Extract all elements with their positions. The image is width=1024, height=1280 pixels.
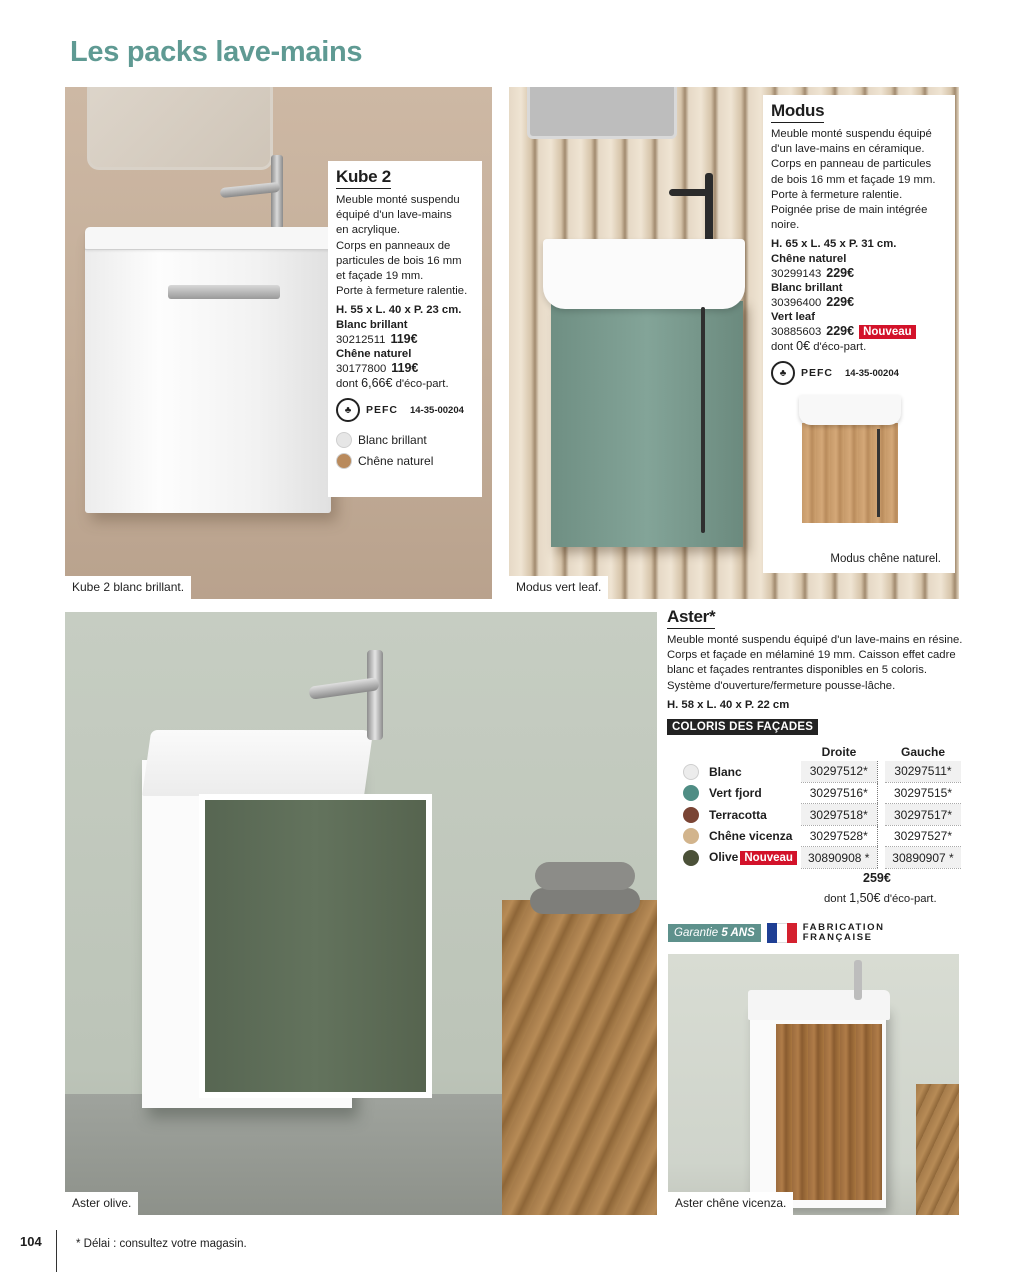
modus-title: Modus	[771, 101, 824, 123]
ref-gauche: 30890907 *	[885, 847, 961, 869]
kube-info	[328, 161, 482, 497]
aster-description	[667, 633, 967, 694]
modus-oak-cabinet-illustration	[799, 395, 901, 525]
cabinet-body	[802, 423, 898, 523]
modus-desc-line: Porte à fermeture ralentie.	[771, 188, 903, 201]
kube-dimensions: H. 55 x L. 40 x P. 23 cm.	[336, 304, 462, 317]
kube-title: Kube 2	[336, 167, 391, 189]
fabrication-line: FABRICATION	[802, 922, 885, 933]
new-badge: Nouveau	[740, 851, 797, 865]
modus-variant-label: Chêne naturel	[771, 253, 847, 266]
aster-desc-line: blanc et façades rentrantes disponibles en 5 coloris.	[667, 664, 927, 677]
modus-description	[771, 127, 947, 233]
kube-variant-label: Blanc brillant	[336, 319, 408, 332]
ref-droite: 30297516*	[801, 782, 877, 804]
aster-chene-caption: Aster chêne vicenza.	[668, 1192, 793, 1215]
guarantee-box	[668, 924, 761, 942]
modus-caption: Modus vert leaf.	[509, 576, 608, 599]
ref-droite: 30297512*	[801, 761, 877, 783]
kube-ref: 30177800	[336, 363, 387, 376]
pefc-badge	[771, 361, 947, 385]
ref-gauche: 30297527*	[885, 825, 961, 847]
pefc-code: 14-35-00204	[410, 404, 464, 416]
color-name-cell	[705, 847, 801, 869]
swatch-label: Blanc brillant	[358, 433, 427, 448]
faucet-illustration	[705, 173, 713, 243]
ref-droite: 30297518*	[801, 804, 877, 826]
modus-info	[763, 95, 955, 573]
aster-dimensions: H. 58 x L. 40 x P. 22 cm	[667, 698, 790, 711]
kube-description	[336, 193, 474, 299]
modus-desc-line: Meuble monté suspendu équipé	[771, 128, 932, 140]
aster-photo	[65, 612, 657, 1215]
towel-illustration	[530, 888, 640, 914]
cabinet-illustration	[85, 233, 331, 513]
towel-illustration	[535, 862, 635, 890]
kube-caption: Kube 2 blanc brillant.	[65, 576, 191, 599]
footnote: * Délai : consultez votre magasin.	[76, 1238, 247, 1250]
aster-color-table	[679, 743, 961, 869]
modus-small-caption: Modus chêne naturel.	[830, 553, 941, 565]
eco-prefix: dont	[336, 378, 358, 391]
kube-desc-line: Meuble monté suspendu	[336, 194, 460, 206]
guarantee-prefix: Garantie	[674, 927, 719, 939]
new-badge: Nouveau	[859, 325, 916, 339]
swatch-vert-fjord-icon	[683, 785, 699, 801]
swatch-terracotta-icon	[683, 807, 699, 823]
aster-price: 259€	[863, 870, 891, 885]
eco-amount: 1,50€	[849, 890, 881, 905]
kube-price: 119€	[391, 361, 419, 376]
pefc-code: 14-35-00204	[845, 367, 899, 379]
fabrication-francaise	[803, 923, 885, 943]
modus-variant-ref-row	[771, 324, 947, 339]
wood-block-illustration	[916, 1084, 959, 1215]
col-droite-header: Droite	[821, 744, 857, 759]
pefc-badge	[336, 398, 474, 422]
ref-droite: 30297528*	[801, 825, 877, 847]
modus-price: 229€	[826, 324, 855, 339]
oak-door-illustration	[776, 1024, 882, 1200]
kube-desc-line: Porte à fermeture ralentie.	[336, 285, 468, 298]
eco-suffix: d'éco-part.	[395, 378, 449, 391]
color-name: Blanc	[709, 764, 742, 779]
pefc-icon: ♣	[771, 361, 795, 385]
color-name: Olive	[709, 850, 739, 865]
cabinet-groove	[701, 307, 705, 533]
aster-desc-line: Meuble monté suspendu équipé d'un lave-mains en résine.	[667, 634, 963, 646]
swatch-label: Chêne naturel	[358, 454, 434, 469]
swatch-olive-icon	[683, 850, 699, 866]
kube-swatch-row	[336, 432, 474, 448]
modus-eco-part	[771, 339, 947, 355]
kube-desc-line: particules de bois 16 mm	[336, 254, 462, 267]
eco-suffix: d'éco-part.	[813, 341, 867, 354]
table-header-row	[679, 743, 961, 761]
faucet-illustration	[367, 650, 383, 740]
color-name: Vert fjord	[709, 786, 762, 801]
modus-desc-line: Corps en panneau de particules	[771, 158, 932, 171]
modus-variant-label: Vert leaf	[771, 311, 815, 324]
fabrication-line: FRANÇAISE	[802, 932, 873, 943]
pefc-label: PEFC	[801, 367, 834, 380]
swatch-white-icon	[336, 432, 352, 448]
kube-ref: 30212511	[336, 334, 386, 347]
kube-desc-line: Corps en panneaux de	[336, 239, 451, 252]
mirror-illustration	[527, 87, 677, 139]
modus-price: 229€	[826, 266, 855, 281]
page-number: 104	[20, 1234, 42, 1249]
ref-droite: 30890908 *	[801, 847, 877, 869]
modus-photo	[509, 87, 959, 599]
modus-desc-line: Poignée prise de main intégrée noire.	[771, 204, 928, 232]
kube-price: 119€	[390, 332, 418, 347]
olive-door-illustration	[205, 800, 426, 1092]
modus-ref: 30885603	[771, 326, 822, 339]
wood-block-illustration	[502, 900, 657, 1215]
kube-eco-part	[336, 376, 474, 392]
table-row	[679, 761, 961, 783]
modus-ref: 30299143	[771, 268, 822, 281]
mirror-illustration	[87, 87, 273, 170]
modus-variant-ref-row	[771, 266, 947, 281]
coloris-heading: COLORIS DES FAÇADES	[667, 719, 818, 735]
table-row	[679, 804, 961, 826]
eco-prefix: dont	[771, 341, 793, 354]
faucet-illustration	[854, 960, 862, 1000]
kube-variant-ref-row	[336, 332, 474, 347]
table-row	[679, 782, 961, 804]
eco-suffix: d'éco-part.	[883, 892, 937, 905]
pefc-label: PEFC	[366, 404, 399, 417]
aster-title: Aster*	[667, 607, 715, 629]
eco-amount: 6,66€	[361, 376, 393, 391]
faucet-spout-illustration	[669, 189, 713, 196]
handle-illustration	[168, 285, 280, 299]
kube-photo	[65, 87, 492, 599]
table-row	[679, 847, 961, 869]
guarantee-value: 5 ANS	[721, 927, 755, 939]
basin-illustration	[85, 227, 337, 249]
modus-desc-line: d'un lave-mains en céramique.	[771, 143, 925, 156]
ref-gauche: 30297517*	[885, 804, 961, 826]
page-title: Les packs lave-mains	[70, 36, 363, 68]
kube-variant-ref-row	[336, 361, 474, 376]
modus-desc-line: de bois 16 mm et façade 19 mm.	[771, 173, 936, 186]
aster-eco-part	[824, 891, 937, 905]
aster-chene-photo	[668, 954, 959, 1215]
col-gauche-header: Gauche	[900, 744, 945, 759]
modus-dimensions: H. 65 x L. 45 x P. 31 cm.	[771, 238, 897, 251]
kube-swatch-row	[336, 453, 474, 469]
basin-illustration	[543, 239, 745, 309]
modus-ref: 30396400	[771, 297, 822, 310]
french-flag-icon	[767, 923, 797, 943]
kube-desc-line: et façade 19 mm.	[336, 270, 424, 283]
cabinet-divider	[85, 249, 331, 250]
swatch-blanc-icon	[683, 764, 699, 780]
modus-variant-ref-row	[771, 295, 947, 310]
aster-desc-line: Corps et façade en mélaminé 19 mm. Caisson effet cadre	[667, 649, 956, 662]
basin-illustration	[142, 730, 373, 796]
modus-variant-label: Blanc brillant	[771, 282, 843, 295]
basin-illustration	[748, 990, 890, 1020]
aster-caption: Aster olive.	[65, 1192, 138, 1215]
color-name: Terracotta	[709, 807, 767, 822]
ref-gauche: 30297511*	[885, 761, 961, 783]
eco-prefix: dont	[824, 892, 846, 905]
pefc-icon: ♣	[336, 398, 360, 422]
kube-desc-line: en acrylique.	[336, 224, 401, 237]
color-name: Chêne vicenza	[709, 829, 793, 844]
basin-illustration	[799, 395, 901, 425]
swatch-oak-icon	[336, 453, 352, 469]
ref-gauche: 30297515*	[885, 782, 961, 804]
cabinet-groove	[877, 429, 880, 517]
aster-info	[667, 607, 967, 909]
footer-divider	[56, 1230, 57, 1272]
swatch-chene-vicenza-icon	[683, 828, 699, 844]
guarantee-badge	[668, 923, 885, 943]
aster-desc-line: Système d'ouverture/fermeture pousse-lâche.	[667, 679, 896, 692]
eco-amount: 0€	[796, 339, 811, 354]
kube-desc-line: équipé d'un lave-mains	[336, 209, 452, 222]
cabinet-illustration	[551, 301, 743, 547]
table-row	[679, 825, 961, 847]
modus-price: 229€	[826, 295, 855, 310]
kube-variant-label: Chêne naturel	[336, 348, 412, 361]
